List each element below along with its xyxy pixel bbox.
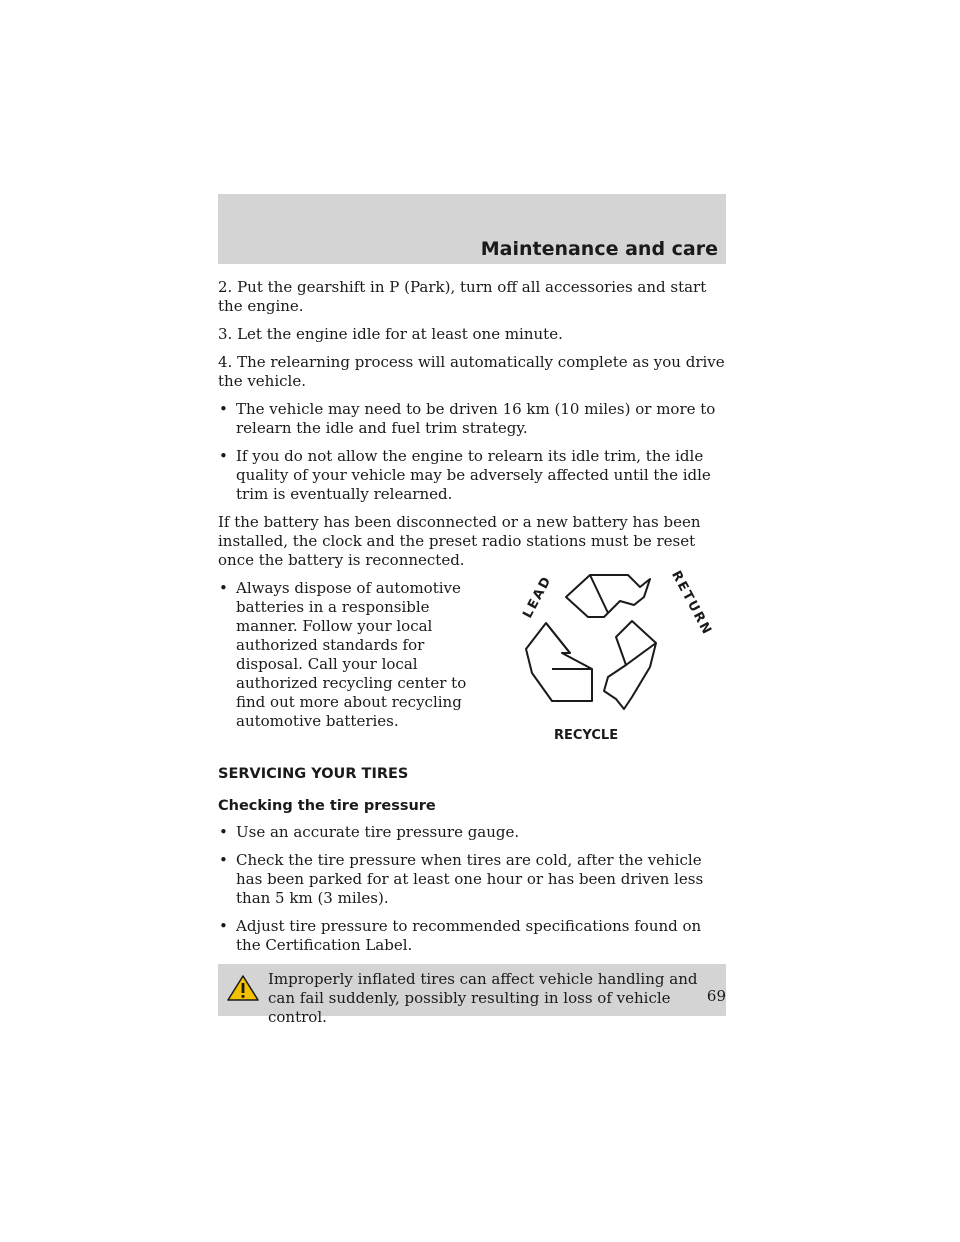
bullet-icon: •: [219, 579, 228, 597]
recycle-lead-icon: [510, 568, 715, 749]
tire-bullet: [218, 917, 726, 955]
step-2: 2. Put the gearshift in P (Park), turn off all accessories and start the engine.: [218, 278, 707, 315]
warning-box: [218, 964, 726, 1026]
section-heading: SERVICING YOUR TIRES: [218, 766, 409, 782]
page-header: [218, 194, 726, 264]
bullet-text: The vehicle may need to be driven 16 km (10 miles) or more to relearn the idle and fuel trim strategy.: [236, 400, 716, 437]
bullet-text: Check the tire pressure when tires are cold, after the vehicle has been parked for at least one hour or has been driven less than 5 km (3 miles).: [236, 851, 704, 907]
recycle-section: [218, 568, 726, 765]
tire-bullet: [218, 851, 726, 908]
step-3: 3. Let the engine idle for at least one minute.: [218, 325, 563, 343]
bullet-text: Use an accurate tire pressure gauge.: [236, 823, 520, 841]
sub-heading: Checking the tire pressure: [218, 798, 436, 814]
page-number: 69: [706, 987, 726, 1005]
disposal-bullet: [218, 579, 491, 731]
page-content: [218, 278, 726, 1026]
bullet-icon: •: [219, 447, 228, 465]
bullet-icon: •: [219, 851, 228, 869]
bullet-text: Always dispose of automotive batteries in a responsible manner. Follow your local authorized standards for disposal. Call your local authorized recycling center to find out more about recycling automotive batteries.: [236, 579, 467, 730]
bullet-icon: •: [219, 400, 228, 418]
relearn-bullet: [218, 447, 726, 504]
recycle-label: RECYCLE: [554, 728, 619, 743]
lead-label: LEAD: [520, 573, 556, 621]
battery-paragraph: If the battery has been disconnected or a new battery has been installed, the clock and the preset radio stations must be reset once the battery is reconnected.: [218, 513, 701, 569]
warning-text: Improperly inflated tires can affect vehicle handling and can fail suddenly, possibly resulting in loss of vehicle control.: [268, 970, 698, 1026]
bullet-text: Adjust tire pressure to recommended specifications found on the Certification Label.: [236, 917, 702, 954]
relearn-bullet: [218, 400, 726, 438]
return-label: RETURN: [668, 568, 715, 639]
bullet-icon: •: [219, 823, 228, 841]
bullet-text: If you do not allow the engine to relearn its idle trim, the idle quality of your vehicle may be adversely affected until the idle trim is eventually relearned.: [236, 447, 711, 503]
header-title: Maintenance and care: [480, 238, 718, 260]
bullet-icon: •: [219, 917, 228, 935]
step-4: 4. The relearning process will automatically complete as you drive the vehicle.: [218, 353, 725, 390]
warning-triangle-icon: [226, 974, 260, 1002]
tire-bullet: [218, 823, 726, 842]
